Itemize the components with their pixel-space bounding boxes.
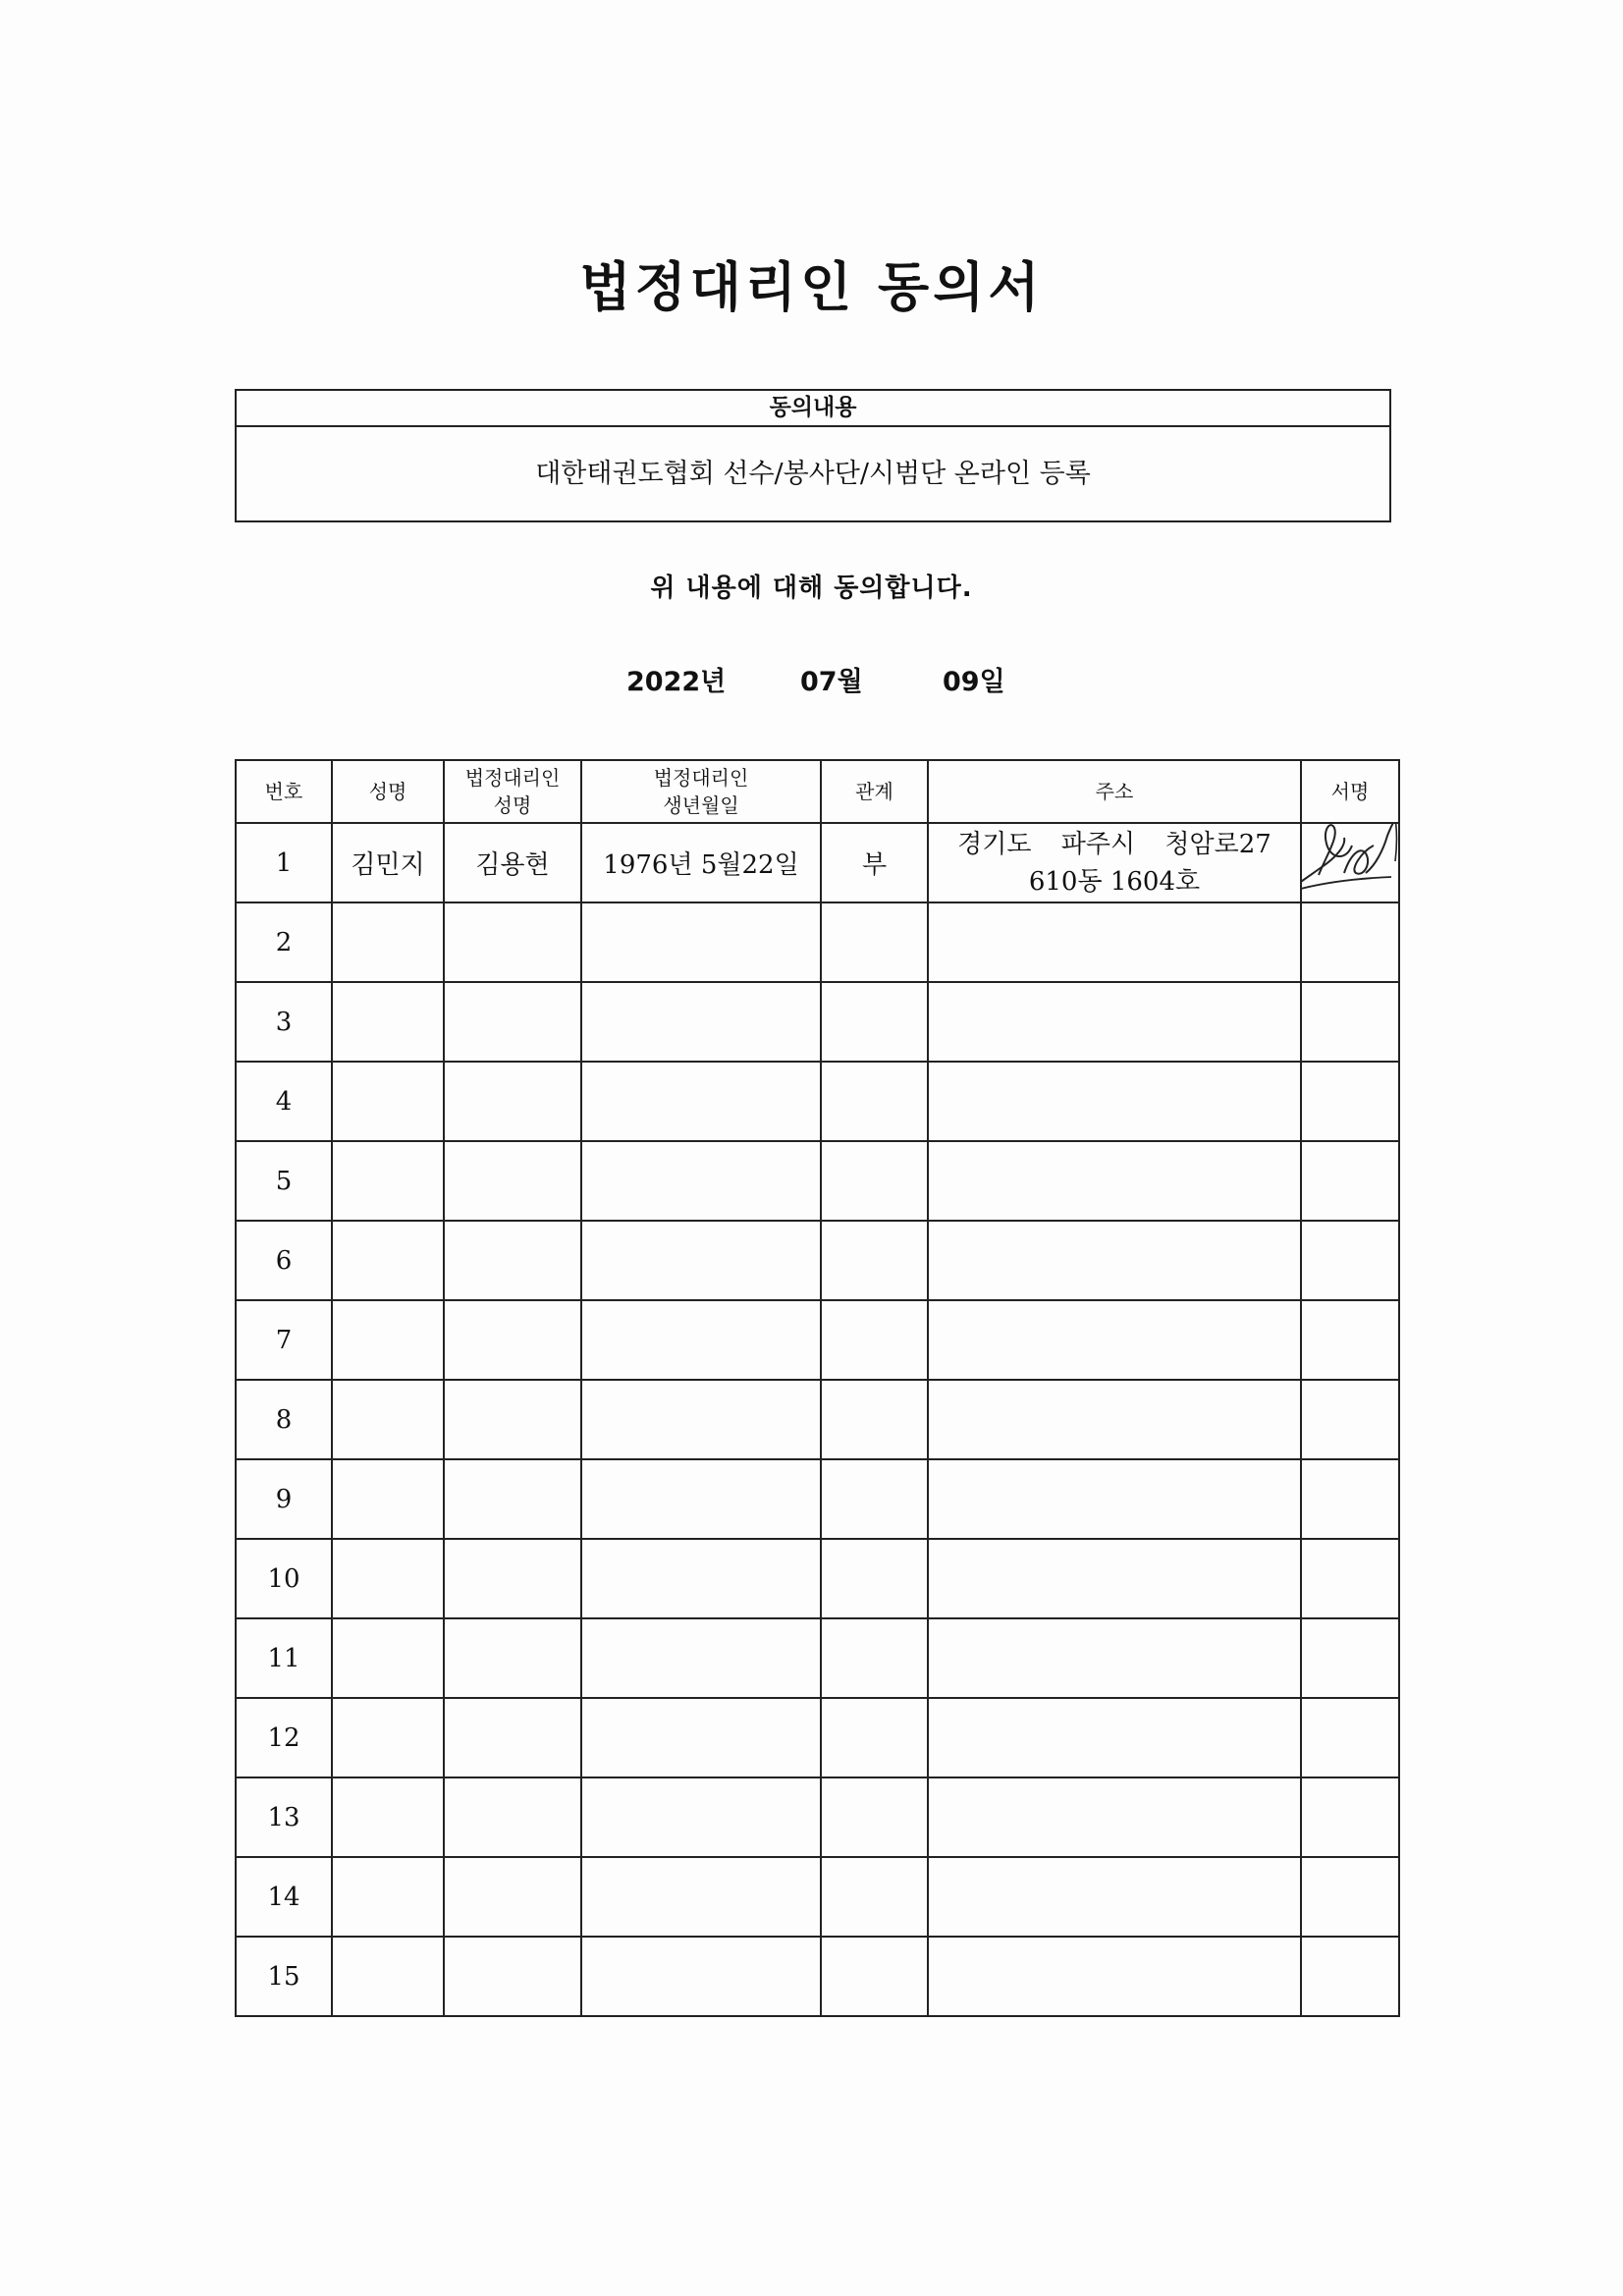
table-row <box>236 1300 1399 1380</box>
cell-guardian-birth <box>581 1300 821 1380</box>
cell-guardian-birth <box>581 1539 821 1618</box>
document-title: 법정대리인 동의서 <box>579 255 1044 318</box>
cell-relation <box>821 1300 928 1380</box>
cell-no: 8 <box>236 1380 332 1459</box>
cell-guardian-birth <box>581 1857 821 1937</box>
cell-name <box>332 1221 444 1300</box>
cell-signature <box>1301 1937 1399 2016</box>
header-address: 주소 <box>928 760 1301 823</box>
header-guardian-birth <box>581 760 821 823</box>
cell-relation <box>821 1937 928 2016</box>
cell-address <box>928 982 1301 1062</box>
cell-no: 14 <box>236 1857 332 1937</box>
cell-relation <box>821 1380 928 1459</box>
cell-name <box>332 982 444 1062</box>
cell-no: 1 <box>236 823 332 902</box>
cell-guardian-birth <box>581 1062 821 1141</box>
cell-address <box>928 1618 1301 1698</box>
address-line-1: 경기도 파주시 청암로27 <box>957 829 1271 859</box>
cell-signature <box>1301 1380 1399 1459</box>
cell-relation: 부 <box>821 823 928 902</box>
cell-signature <box>1301 1539 1399 1618</box>
agreement-statement: 위 내용에 대해 동의합니다. <box>650 574 973 603</box>
cell-signature <box>1301 1141 1399 1221</box>
cell-guardian-name <box>444 1380 581 1459</box>
cell-address <box>928 1380 1301 1459</box>
header-guardian-name-text: 법정대리인 성명 <box>464 766 561 817</box>
cell-signature <box>1301 1459 1399 1539</box>
table-row <box>236 1777 1399 1857</box>
cell-address <box>928 823 1301 902</box>
cell-address <box>928 1777 1301 1857</box>
cell-signature <box>1301 1857 1399 1937</box>
consent-header: 동의내용 <box>237 391 1389 427</box>
cell-guardian-birth <box>581 1777 821 1857</box>
cell-no: 12 <box>236 1698 332 1777</box>
cell-name <box>332 1618 444 1698</box>
cell-address <box>928 1141 1301 1221</box>
consent-content-box <box>235 389 1391 522</box>
cell-guardian-birth <box>581 902 821 982</box>
cell-guardian-birth: 1976년 5월22일 <box>581 823 821 902</box>
cell-name <box>332 1937 444 2016</box>
cell-signature <box>1301 1300 1399 1380</box>
cell-guardian-birth <box>581 1618 821 1698</box>
cell-no: 10 <box>236 1539 332 1618</box>
cell-no: 13 <box>236 1777 332 1857</box>
cell-guardian-birth <box>581 1459 821 1539</box>
cell-no: 11 <box>236 1618 332 1698</box>
cell-name <box>332 1459 444 1539</box>
cell-address <box>928 1062 1301 1141</box>
header-relation: 관계 <box>821 760 928 823</box>
cell-address <box>928 1221 1301 1300</box>
cell-no: 15 <box>236 1937 332 2016</box>
cell-guardian-birth <box>581 1221 821 1300</box>
cell-guardian-birth <box>581 1937 821 2016</box>
table-row <box>236 1221 1399 1300</box>
header-guardian-name <box>444 760 581 823</box>
date-year: 2022년 <box>626 667 727 697</box>
cell-no: 4 <box>236 1062 332 1141</box>
consent-content: 대한태권도협회 선수/봉사단/시범단 온라인 등록 <box>535 459 1091 489</box>
cell-name <box>332 1380 444 1459</box>
cell-guardian-name <box>444 1141 581 1221</box>
cell-relation <box>821 1777 928 1857</box>
date-day: 09일 <box>943 667 1005 697</box>
cell-signature <box>1301 823 1399 902</box>
cell-guardian-birth <box>581 1141 821 1221</box>
cell-relation <box>821 902 928 982</box>
cell-address <box>928 1857 1301 1937</box>
table-row <box>236 1937 1399 2016</box>
cell-address <box>928 1539 1301 1618</box>
cell-guardian-name <box>444 1539 581 1618</box>
cell-guardian-name <box>444 1300 581 1380</box>
cell-address <box>928 1698 1301 1777</box>
cell-signature <box>1301 902 1399 982</box>
table-row <box>236 1698 1399 1777</box>
cell-no: 9 <box>236 1459 332 1539</box>
cell-no: 6 <box>236 1221 332 1300</box>
cell-relation <box>821 982 928 1062</box>
cell-guardian-name <box>444 1618 581 1698</box>
cell-relation <box>821 1062 928 1141</box>
cell-name <box>332 902 444 982</box>
table-row <box>236 1062 1399 1141</box>
cell-no: 5 <box>236 1141 332 1221</box>
cell-address <box>928 902 1301 982</box>
cell-relation <box>821 1857 928 1937</box>
table-row <box>236 823 1399 902</box>
cell-guardian-name <box>444 1857 581 1937</box>
table-row <box>236 902 1399 982</box>
date-month: 07월 <box>800 667 863 697</box>
cell-guardian-birth <box>581 1698 821 1777</box>
cell-guardian-birth <box>581 1380 821 1459</box>
cell-signature <box>1301 1062 1399 1141</box>
cell-guardian-name <box>444 982 581 1062</box>
cell-name <box>332 1698 444 1777</box>
table-row <box>236 1618 1399 1698</box>
cell-signature <box>1301 1777 1399 1857</box>
cell-signature <box>1301 1221 1399 1300</box>
cell-guardian-name <box>444 1062 581 1141</box>
cell-name <box>332 1777 444 1857</box>
cell-relation <box>821 1221 928 1300</box>
header-signature: 서명 <box>1301 760 1399 823</box>
table-row <box>236 1459 1399 1539</box>
cell-guardian-name <box>444 902 581 982</box>
cell-no: 3 <box>236 982 332 1062</box>
cell-relation <box>821 1459 928 1539</box>
header-name: 성명 <box>332 760 444 823</box>
header-guardian-birth-text: 법정대리인 생년월일 <box>653 766 749 817</box>
cell-guardian-name <box>444 1698 581 1777</box>
cell-address <box>928 1300 1301 1380</box>
cell-address <box>928 1937 1301 2016</box>
cell-no: 2 <box>236 902 332 982</box>
cell-signature <box>1301 1618 1399 1698</box>
cell-relation <box>821 1698 928 1777</box>
table-row <box>236 1857 1399 1937</box>
cell-address <box>928 1459 1301 1539</box>
table-row <box>236 1539 1399 1618</box>
cell-name <box>332 1857 444 1937</box>
cell-guardian-name <box>444 1937 581 2016</box>
cell-name <box>332 1062 444 1141</box>
address-line-2: 610동 1604호 <box>1028 866 1201 897</box>
cell-relation <box>821 1618 928 1698</box>
cell-signature <box>1301 1698 1399 1777</box>
table-row <box>236 1380 1399 1459</box>
header-no: 번호 <box>236 760 332 823</box>
cell-guardian-name <box>444 1459 581 1539</box>
cell-guardian-name <box>444 1777 581 1857</box>
table-row <box>236 982 1399 1062</box>
handwritten-signature <box>1301 823 1399 902</box>
cell-name <box>332 1141 444 1221</box>
cell-relation <box>821 1141 928 1221</box>
cell-guardian-name: 김용현 <box>444 823 581 902</box>
cell-signature <box>1301 982 1399 1062</box>
cell-name: 김민지 <box>332 823 444 902</box>
guardian-roster-table <box>235 759 1400 2017</box>
table-row <box>236 1141 1399 1221</box>
table-header-row <box>236 760 1399 823</box>
cell-relation <box>821 1539 928 1618</box>
cell-name <box>332 1300 444 1380</box>
cell-guardian-name <box>444 1221 581 1300</box>
cell-guardian-birth <box>581 982 821 1062</box>
cell-no: 7 <box>236 1300 332 1380</box>
cell-name <box>332 1539 444 1618</box>
